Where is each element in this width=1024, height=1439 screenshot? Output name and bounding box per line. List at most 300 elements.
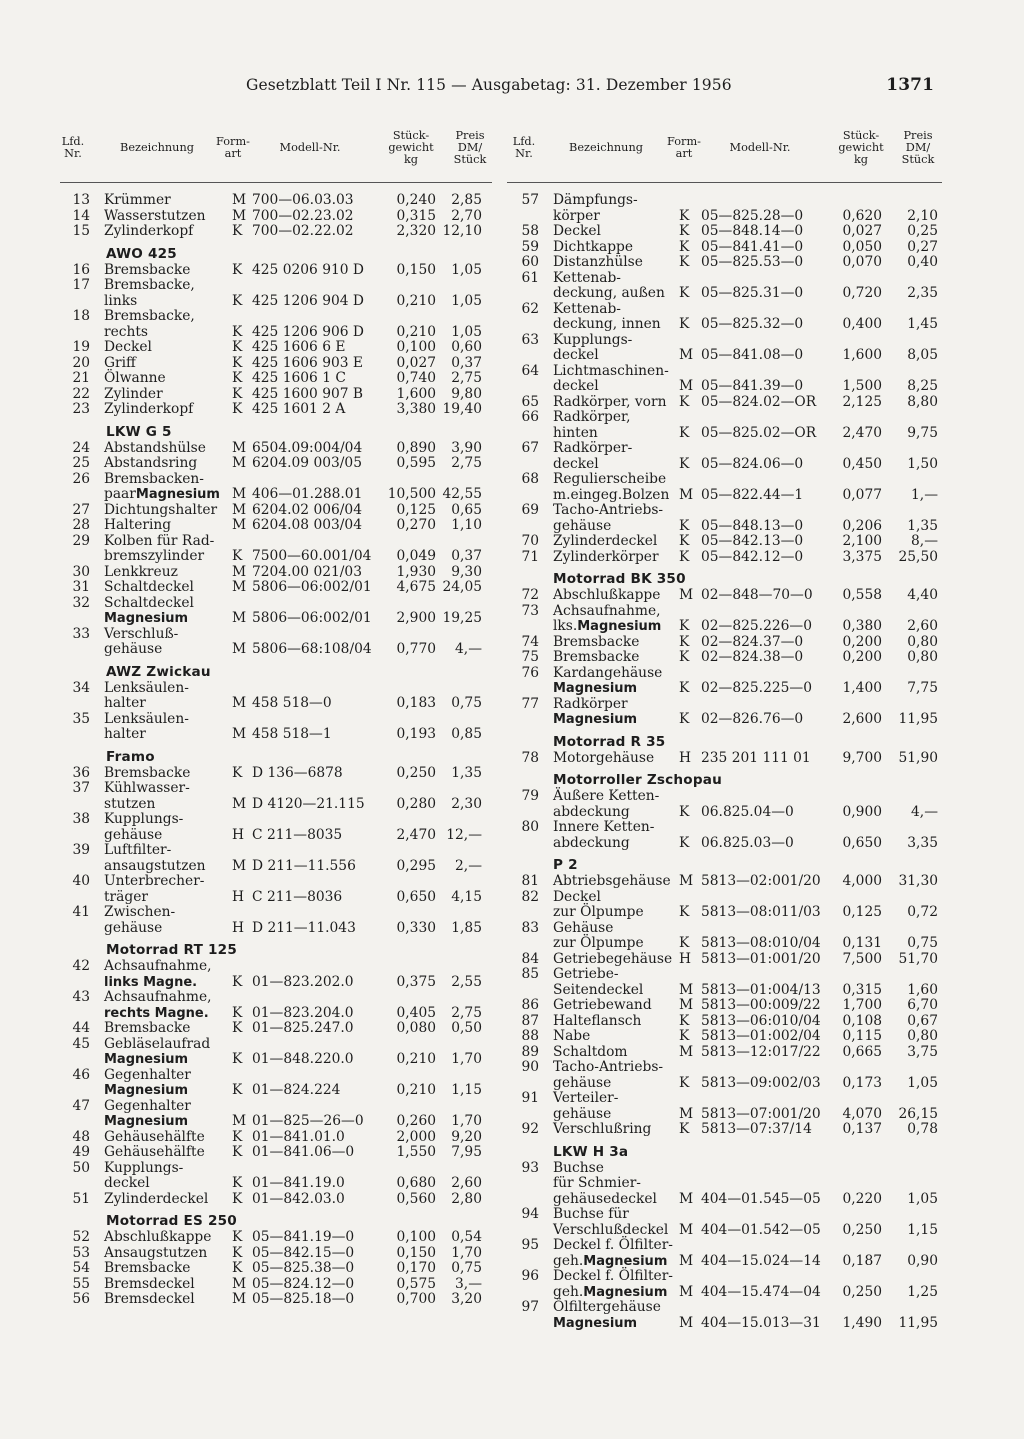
item-weight: 7,500 [842, 950, 882, 967]
item-price: 3,20 [451, 1291, 482, 1307]
item-number: 20 [72, 354, 90, 371]
item-formart [679, 1176, 701, 1192]
table-row [507, 1269, 942, 1285]
item-formart [679, 820, 701, 836]
item-number [60, 642, 104, 658]
item-model-number [701, 1176, 827, 1192]
item-weight: 0,125 [842, 904, 882, 920]
section-heading: Framo [106, 748, 155, 765]
item-model-number [701, 1238, 827, 1254]
item-model-number: 425 1600 907 B [252, 385, 364, 402]
item-weight: 0,295 [396, 857, 436, 874]
item-name: Kardangehäuse [553, 664, 663, 681]
item-price: 0,75 [907, 935, 938, 951]
item-number: 42 [72, 958, 90, 974]
table-row [507, 519, 942, 535]
table-row [60, 1261, 492, 1277]
item-formart [232, 1161, 252, 1177]
item-number [507, 1176, 553, 1192]
item-weight: 0,650 [396, 888, 436, 905]
item-number [60, 325, 104, 341]
item-formart: K [232, 292, 243, 309]
item-formart: K [232, 370, 243, 386]
item-model-number [252, 905, 374, 921]
left-column-table [60, 128, 492, 1308]
item-model-number [701, 302, 827, 318]
item-weight [374, 596, 436, 612]
item-name: Dichtungshalter [104, 501, 218, 518]
item-name: gehäuse [553, 1074, 612, 1091]
item-model-number [701, 697, 827, 713]
item-formart: K [679, 533, 690, 549]
item-price [436, 309, 482, 325]
item-formart: M [679, 486, 694, 503]
item-name: Ölfiltergehäuse [553, 1299, 661, 1315]
table-row [507, 364, 942, 380]
item-model-number [701, 1269, 827, 1285]
item-number [60, 611, 104, 627]
table-row [60, 456, 492, 472]
table-row [507, 967, 942, 983]
item-model-number: C 211—8036 [252, 888, 343, 905]
item-name: Bremsbacke [553, 649, 640, 665]
table-row [507, 503, 942, 519]
table-row [507, 395, 942, 411]
item-formart: M [679, 1283, 694, 1300]
item-number: 48 [72, 1128, 90, 1145]
table-row [60, 534, 492, 550]
table-row [60, 565, 492, 581]
item-price: 4,15 [451, 888, 482, 905]
item-name: Radkörper- [553, 440, 633, 456]
item-name: abdeckung [553, 834, 630, 851]
item-formart [232, 534, 252, 550]
table-row [60, 309, 492, 325]
item-model-number: 01—841.19.0 [252, 1175, 345, 1191]
item-price: 8,80 [907, 393, 938, 410]
item-weight: 0,150 [396, 1244, 436, 1261]
item-material: Magnesium [583, 1284, 668, 1300]
table-row [507, 604, 942, 620]
item-number: 63 [521, 331, 539, 348]
item-model-number [252, 1099, 374, 1115]
item-weight: 0,558 [842, 587, 882, 603]
item-price: 2,85 [451, 192, 482, 208]
item-price: 8,— [911, 533, 938, 549]
item-price: 3,35 [907, 834, 938, 851]
item-price [436, 1161, 482, 1177]
item-model-number: 6204.02 006/04 [252, 501, 362, 518]
item-model-number: 01—848.220.0 [252, 1051, 354, 1067]
item-material: rechts Magne. [104, 1005, 209, 1021]
item-price [436, 843, 482, 859]
item-formart: K [679, 393, 690, 410]
item-number: 86 [521, 997, 539, 1013]
item-number [507, 712, 553, 728]
item-number [507, 379, 553, 395]
item-number: 45 [72, 1035, 90, 1052]
item-model-number: 05—825.28—0 [701, 207, 804, 224]
item-name: Kupplungs- [104, 1159, 184, 1176]
item-model-number [252, 781, 374, 797]
table-row [507, 457, 942, 473]
item-weight [374, 309, 436, 325]
table-row [60, 1068, 492, 1084]
section-heading: LKW G 5 [106, 423, 172, 440]
item-formart: K [679, 548, 690, 565]
item-name: Kupplungs- [104, 811, 184, 827]
item-model-number: 05—822.44—1 [701, 486, 804, 503]
item-formart: M [232, 641, 247, 657]
table-row [507, 936, 942, 952]
item-number: 29 [72, 532, 90, 549]
item-price [882, 1300, 938, 1316]
item-formart: K [232, 323, 243, 340]
item-name [104, 1083, 232, 1099]
item-weight: 0,700 [396, 1291, 436, 1307]
item-price: 1,60 [907, 981, 938, 998]
item-weight: 2,125 [842, 393, 882, 410]
table-row [60, 1277, 492, 1293]
table-row [507, 271, 942, 287]
item-number: 81 [521, 873, 539, 889]
item-model-number [252, 534, 374, 550]
item-name: Bremsbacke [104, 261, 191, 278]
item-name: Gehäuse [553, 919, 614, 936]
item-weight: 0,137 [842, 1121, 882, 1137]
table-row [507, 952, 942, 968]
item-formart: M [232, 695, 247, 711]
item-name [104, 975, 232, 991]
item-material: Magnesium [553, 681, 638, 696]
table-row [60, 990, 492, 1006]
item-name: Buchse [553, 1159, 604, 1176]
item-model-number [701, 890, 827, 906]
item-name: Zylinderkörper [553, 548, 659, 565]
item-name: Lenkkreuz [104, 563, 178, 580]
item-number: 38 [72, 811, 90, 827]
item-model-number: 5806—06:002/01 [252, 579, 372, 595]
item-price: 1,05 [451, 292, 482, 309]
table-row [507, 874, 942, 890]
item-formart: K [679, 254, 690, 270]
item-number: 72 [521, 587, 539, 603]
item-weight: 0,665 [842, 1043, 882, 1060]
item-formart [679, 1060, 701, 1076]
item-formart: M [232, 795, 247, 812]
item-price: 0,80 [907, 649, 938, 665]
table-row [60, 781, 492, 797]
item-name [104, 611, 232, 627]
item-weight [827, 193, 882, 209]
item-weight: 0,220 [842, 1190, 882, 1207]
table-row [507, 209, 942, 225]
table-row [60, 1176, 492, 1192]
item-name: gehäuse [104, 919, 163, 936]
item-model-number [701, 1207, 827, 1223]
item-weight: 0,210 [396, 323, 436, 340]
item-number: 64 [521, 362, 539, 379]
table-row [60, 766, 492, 782]
table-row [60, 1037, 492, 1053]
item-price [882, 333, 938, 349]
item-weight: 0,115 [842, 1028, 882, 1044]
item-weight [374, 472, 436, 488]
item-model-number [252, 681, 374, 697]
item-formart [232, 905, 252, 921]
item-material: Magnesium [104, 611, 189, 626]
item-number: 21 [72, 370, 90, 386]
item-number: 33 [72, 625, 90, 642]
item-name: deckel [553, 455, 599, 472]
item-number [60, 1006, 104, 1022]
item-model-number: 425 1206 904 D [252, 292, 364, 309]
item-model-number: 05—848.13—0 [701, 517, 804, 534]
item-model-number: 5813—01:002/04 [701, 1028, 821, 1044]
item-number: 19 [72, 339, 90, 355]
item-formart [679, 302, 701, 318]
item-weight: 0,183 [396, 695, 436, 711]
item-model-number [701, 604, 827, 620]
table-row [507, 1122, 942, 1138]
item-formart: K [232, 973, 243, 990]
item-name: Abschlußkappe [553, 587, 661, 603]
item-formart: K [232, 1051, 243, 1067]
item-number: 62 [521, 300, 539, 317]
item-number: 52 [72, 1229, 90, 1245]
table-row [60, 278, 492, 294]
item-formart: K [679, 904, 690, 920]
item-model-number: 458 518—0 [252, 695, 332, 711]
item-number: 44 [72, 1020, 90, 1036]
item-price: 0,27 [907, 238, 938, 255]
item-price: 2,55 [451, 973, 482, 990]
table-row [60, 1246, 492, 1262]
item-model-number: 7204.00 021/03 [252, 563, 362, 580]
item-material: Magnesium [104, 1114, 189, 1129]
item-model-number: 02—825.225—0 [701, 680, 812, 696]
item-price: 6,70 [907, 997, 938, 1013]
item-model-number [701, 967, 827, 983]
item-model-number: 5813—02:001/20 [701, 873, 821, 889]
table-row [507, 666, 942, 682]
item-material: Magnesium [577, 619, 662, 634]
item-weight [374, 959, 436, 975]
item-formart [232, 843, 252, 859]
item-price: 2,30 [451, 795, 482, 812]
item-price: 1,15 [907, 1221, 938, 1238]
item-number [60, 1176, 104, 1192]
item-number [60, 1083, 104, 1099]
item-model-number: 06.825.03—0 [701, 834, 794, 851]
item-model-number: 01—823.204.0 [252, 1004, 354, 1021]
table-row [507, 1192, 942, 1208]
item-formart [679, 1269, 701, 1285]
item-weight: 0,080 [396, 1020, 436, 1036]
item-formart [232, 874, 252, 890]
item-formart: M [232, 726, 247, 742]
item-weight: 2,470 [842, 424, 882, 441]
item-model-number: 6504.09:004/04 [252, 439, 363, 456]
item-model-number: 425 1606 1 C [252, 370, 346, 386]
item-formart: M [232, 517, 247, 533]
item-number: 15 [72, 223, 90, 239]
item-number: 24 [72, 439, 90, 456]
item-model-number: 425 1606 903 E [252, 354, 364, 371]
item-weight: 0,315 [842, 981, 882, 998]
item-number: 65 [521, 393, 539, 410]
item-name: Deckel [553, 223, 601, 239]
item-name: Buchse für [553, 1206, 629, 1222]
item-model-number [701, 1300, 827, 1316]
item-formart: M [679, 587, 694, 603]
item-price [436, 534, 482, 550]
item-model-number: 404—15.474—04 [701, 1283, 821, 1300]
item-number [507, 348, 553, 364]
item-weight: 1,600 [842, 347, 882, 363]
item-name: deckung, innen [553, 316, 661, 332]
section-heading: AWO 425 [106, 245, 177, 262]
item-model-number [252, 843, 374, 859]
item-weight: 2,100 [842, 533, 882, 549]
item-weight [827, 1176, 882, 1192]
item-formart: K [679, 238, 690, 255]
table-row [507, 1091, 942, 1107]
item-name: Ölwanne [104, 370, 166, 386]
item-number [507, 317, 553, 333]
item-name: Getriebe- [553, 966, 619, 982]
table-row [507, 751, 942, 767]
table-row [507, 1285, 942, 1301]
item-price: 0,72 [907, 904, 938, 920]
item-name: Verschluß- [104, 625, 179, 642]
table-row [507, 410, 942, 426]
table-row [507, 921, 942, 937]
item-number: 53 [72, 1244, 90, 1261]
item-number [60, 727, 104, 743]
item-price: 1,45 [907, 316, 938, 332]
item-formart [232, 1037, 252, 1053]
item-weight: 0,108 [842, 1012, 882, 1029]
item-model-number: 5813—12:017/22 [701, 1043, 821, 1060]
item-name [104, 1114, 232, 1130]
item-number: 41 [72, 904, 90, 920]
item-price [436, 781, 482, 797]
table-row [60, 828, 492, 844]
table-row [507, 317, 942, 333]
item-number: 25 [72, 455, 90, 471]
table-row [60, 1145, 492, 1161]
item-name: Zylinderdeckel [553, 533, 658, 549]
item-name: Schaltdom [553, 1043, 628, 1060]
item-formart: M [232, 501, 247, 518]
item-formart: K [232, 354, 243, 371]
item-formart: K [679, 803, 690, 820]
item-name: Distanzhülse [553, 254, 643, 270]
item-name: Kettenab- [553, 269, 621, 286]
item-model-number [701, 410, 827, 426]
item-weight: 0,770 [396, 641, 436, 657]
item-number: 85 [521, 966, 539, 982]
item-price: 1,10 [451, 517, 482, 533]
item-model-number: 05—842.12—0 [701, 548, 804, 565]
item-name: deckel [553, 347, 599, 363]
item-name: Bremsbacke, [104, 308, 195, 324]
item-number [60, 549, 104, 565]
item-price: 0,80 [907, 1028, 938, 1044]
item-weight: 0,405 [396, 1004, 436, 1021]
item-price: 2,70 [451, 207, 482, 224]
item-model-number: 700—06.03.03 [252, 192, 354, 208]
item-weight: 0,077 [842, 486, 882, 503]
item-number: 69 [521, 502, 539, 518]
item-name: Griff [104, 354, 136, 371]
table-row [60, 294, 492, 310]
item-number [507, 1254, 553, 1270]
item-number: 27 [72, 501, 90, 518]
table-row [60, 209, 492, 225]
item-name [553, 712, 679, 728]
item-formart: M [232, 857, 247, 874]
item-formart: K [679, 1012, 690, 1029]
item-formart: H [679, 749, 692, 766]
item-name: Verschlußring [553, 1121, 652, 1137]
header-formart: Form- art [216, 135, 250, 160]
item-price: 0,25 [907, 223, 938, 239]
header-gewicht: Stück- gewicht kg [838, 129, 884, 166]
item-name: gehäusedeckel [553, 1190, 657, 1207]
item-number [507, 805, 553, 821]
item-price: 0,37 [451, 354, 482, 371]
item-weight: 0,900 [842, 803, 882, 820]
header-gewicht: Stück- gewicht kg [388, 129, 434, 166]
item-weight: 0,650 [842, 834, 882, 851]
item-name: Gebläselaufrad [104, 1035, 211, 1052]
table-row [60, 1099, 492, 1115]
table-row [60, 681, 492, 697]
item-formart [232, 472, 252, 488]
section-heading: Motorrad RT 125 [106, 942, 237, 958]
item-number: 14 [72, 207, 90, 224]
item-name: halter [104, 695, 146, 711]
item-formart: K [679, 285, 690, 301]
item-number: 75 [521, 649, 539, 665]
item-model-number: 700—02.22.02 [252, 223, 354, 239]
item-weight: 0,100 [396, 339, 436, 355]
table-row [507, 836, 942, 852]
header-bezeichnung: Bezeichnung [569, 141, 643, 154]
item-number: 23 [72, 401, 90, 417]
item-name: geh.Magnesium [553, 1252, 668, 1269]
item-name: Zylinderkopf [104, 401, 194, 417]
item-model-number: 5813—01:001/20 [701, 950, 821, 967]
item-number: 91 [521, 1090, 539, 1106]
item-number: 96 [521, 1268, 539, 1284]
table-row [60, 193, 492, 209]
table-row [60, 472, 492, 488]
table-row [60, 1292, 492, 1308]
item-price: 1,05 [451, 261, 482, 278]
item-weight [827, 1207, 882, 1223]
item-price: 12,— [446, 826, 482, 843]
item-formart [679, 1161, 701, 1177]
item-formart: K [232, 548, 243, 564]
item-name: Ansaugstutzen [104, 1244, 208, 1261]
item-number [507, 836, 553, 852]
item-price [882, 1091, 938, 1107]
item-price: 11,95 [898, 711, 938, 727]
item-number [507, 1076, 553, 1092]
